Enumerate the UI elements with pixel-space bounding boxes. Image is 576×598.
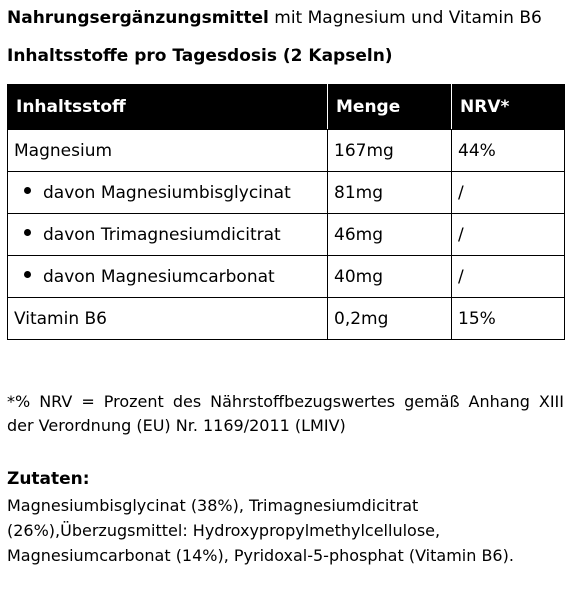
row-amount: 46mg xyxy=(328,214,452,256)
row-name: davon Magnesiumcarbonat xyxy=(43,266,275,287)
row-nrv: 44% xyxy=(452,130,565,172)
row-nrv: / xyxy=(452,214,565,256)
product-category: Nahrungsergänzungsmittel xyxy=(7,8,269,28)
row-name: Vitamin B6 xyxy=(8,298,328,340)
table-row xyxy=(8,172,565,214)
ingredients-list: Magnesiumbisglycinat (38%), Trimagnesiumdicitrat (26%),Überzugsmittel: Hydroxypropylmethylcellulose, Magnesiumcarbonat (14%), Pyridoxal-5-phosphat (Vitamin B6). xyxy=(7,496,514,565)
bullet-icon xyxy=(24,187,31,194)
table-row xyxy=(8,298,565,340)
ingredients-heading: Zutaten: xyxy=(7,469,90,489)
row-amount: 81mg xyxy=(328,172,452,214)
row-amount: 40mg xyxy=(328,256,452,298)
bullet-icon xyxy=(24,271,31,278)
table-row xyxy=(8,214,565,256)
product-description: mit Magnesium und Vitamin B6 xyxy=(268,8,542,28)
table-header-row xyxy=(8,85,565,130)
table-title: Inhaltsstoffe pro Tagesdosis (2 Kapseln) xyxy=(7,46,393,66)
row-nrv: 15% xyxy=(452,298,565,340)
ingredients-table xyxy=(7,84,565,340)
row-name: davon Trimagnesiumdicitrat xyxy=(43,224,281,245)
table-row xyxy=(8,256,565,298)
row-nrv: / xyxy=(452,256,565,298)
row-amount: 0,2mg xyxy=(328,298,452,340)
header-amount: Menge xyxy=(328,85,452,130)
nrv-footnote: *% NRV = Prozent des Nährstoffbezugswertes gemäß Anhang XIII der Verordnung (EU) Nr. 1169/2011 (LMIV) xyxy=(7,392,564,435)
row-nrv: / xyxy=(452,172,565,214)
row-amount: 167mg xyxy=(328,130,452,172)
product-heading xyxy=(7,6,542,30)
header-nrv: NRV* xyxy=(452,85,565,130)
row-name-cell xyxy=(8,172,328,214)
row-name-cell xyxy=(8,214,328,256)
row-name-cell xyxy=(8,256,328,298)
header-ingredient: Inhaltsstoff xyxy=(8,85,328,130)
row-name: Magnesium xyxy=(8,130,328,172)
table-row xyxy=(8,130,565,172)
bullet-icon xyxy=(24,229,31,236)
row-name: davon Magnesiumbisglycinat xyxy=(43,182,291,203)
